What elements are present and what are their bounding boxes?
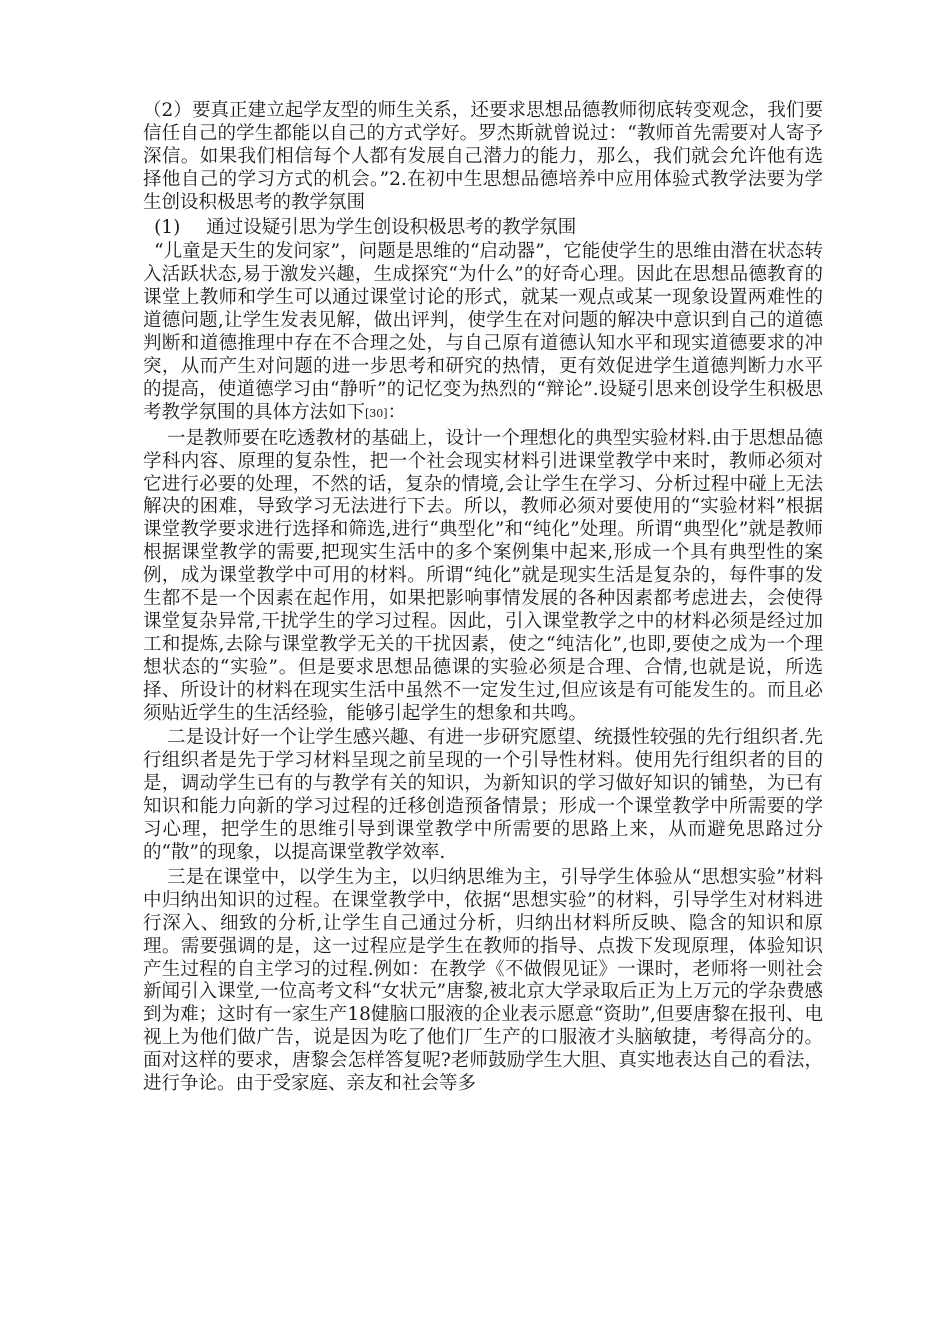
paragraph-questioning (143, 241, 823, 425)
heading-text: 通过设疑引思为学生创设积极思考的教学氛围 (206, 216, 577, 238)
paragraph-text: 一是教师要在吃透教材的基础上，设计一个理想化的典型实验材料.由于思想品德学科内容、原理的复杂性，把一个社会现实材料引进课堂教学中来时，教师必须对它进行必要的处理，不然的话，复杂的情境,会让学生在学习、分析过程中碰上无法解决的困难，导致学习无法进行下去。所以，教师必须对要使用的“实验材料”根据课堂教学要求进行选择和筛选,进行“典型化”和“纯化”处理。所谓“典型化”就是教师根据课堂教学的需要,把现实生活中的多个案例集中起来,形成一个具有典型性的案例，成为课堂教学中可用的材料。所谓“纯化”就是现实生活是复杂的，每件事的发生都不是一个因素在起作用，如果把影响事情发展的各种因素都考虑进去，会使得课堂复杂异常,干扰学生的学习过程。因此，引入课堂教学之中的材料必须是经过加工和提炼,去除与课堂教学无关的干扰因素，使之“纯洁化”,也即,要使之成为一个理想状态的“实验”。但是要求思想品德课的实验必须是合理、合情,也就是说，所选择、所设计的材料在现实生活中虽然不一定发生过,但应该是有可能发生的。而且必须贴近学生的生活经验，能够引起学生的想象和共鸣。 (143, 427, 823, 724)
paragraph-text: （2）要真正建立起学友型的师生关系，还要求思想品德教师彻底转变观念，我们要信任自己的学生都能以自己的方式学好。罗杰斯就曾说过：“教师首先需要对人寄予深信。如果我们相信每个人都有发展自己潜力的能力，那么，我们就会允许他有选择他自己的学习方式的机会。”2.在初中生思想品德培养中应用体验式教学法要为学生创设积极思考的教学氛围 (143, 100, 823, 213)
paragraph-method-two (143, 727, 823, 864)
paragraph-text: 三是在课堂中，以学生为主，以归纳思维为主，引导学生体验从“思想实验”材料中归纳出知识的过程。在课堂教学中，依据“思想实验”的材料，引导学生对材料进行深入、细致的分析,让学生自己通过分析，归纳出材料所反映、隐含的知识和原理。需要强调的是，这一过程应是学生在教师的指导、点拨下发现原理，体验知识产生过程的自主学习的过程.例如：在教学《不做假见证》一课时，老师将一则社会新闻引入课堂,一位高考文科“女状元”唐黎,被北京大学录取后正为上万元的学杂费感到为难；这时有一家生产18健脑口服液的企业表示愿意“资助”,但要唐黎在报刊、电视上为他们做广告，说是因为吃了他们厂生产的口服液才头脑敏捷，考得高分的。面对这样的要求，唐黎会怎样答复呢?老师鼓励学生大胆、真实地表达自己的看法，进行争论。由于受家庭、亲友和社会等多 (143, 866, 823, 1095)
heading-number: (1) (154, 216, 181, 238)
paragraph-method-three (143, 867, 823, 1096)
paragraph-text-end: ： (387, 401, 407, 423)
paragraph-teacher-student-relationship (143, 100, 823, 215)
paragraph-text: 二是设计好一个让学生感兴趣、有进一步研究愿望、统摄性较强的先行组织者.先行组织者是先于学习材料呈现之前呈现的一个引导性材料。使用先行组织者的目的是，调动学生已有的与教学有关的知识，为新知识的学习做好知识的铺垫，为已有知识和能力向新的学习过程的迁移创造预备情景；形成一个课堂教学中所需要的学习心理，把学生的思维引导到课堂教学中所需要的思路上来，从而避免思路过分的“散”的现象，以提高课堂教学效率. (143, 727, 823, 863)
paragraph-text: “儿童是天生的发问家”，问题是思维的“启动器”，它能使学生的思维由潜在状态转入活跃状态,易于激发兴趣，生成探究“为什么”的好奇心理。因此在思想品德教育的课堂上教师和学生可以通过课堂讨论的形式，就某一观点或某一现象设置两难性的道德问题,让学生发表见解，做出评判，使学生在对问题的解决中意识到自己的道德判断和道德推理中存在不合理之处，与自己原有道德认知水平和现实道德要求的冲突，从而产生对问题的进一步思考和研究的热情，更有效促进学生道德判断力水平的提高，使道德学习由“静听”的记忆变为热烈的“辩论”.设疑引思来创设学生积极思考教学氛围的具体方法如下 (143, 241, 823, 423)
citation-reference: [30] (365, 406, 388, 420)
paragraph-method-one (143, 428, 823, 726)
section-heading (143, 217, 823, 240)
document-body (143, 100, 823, 1096)
